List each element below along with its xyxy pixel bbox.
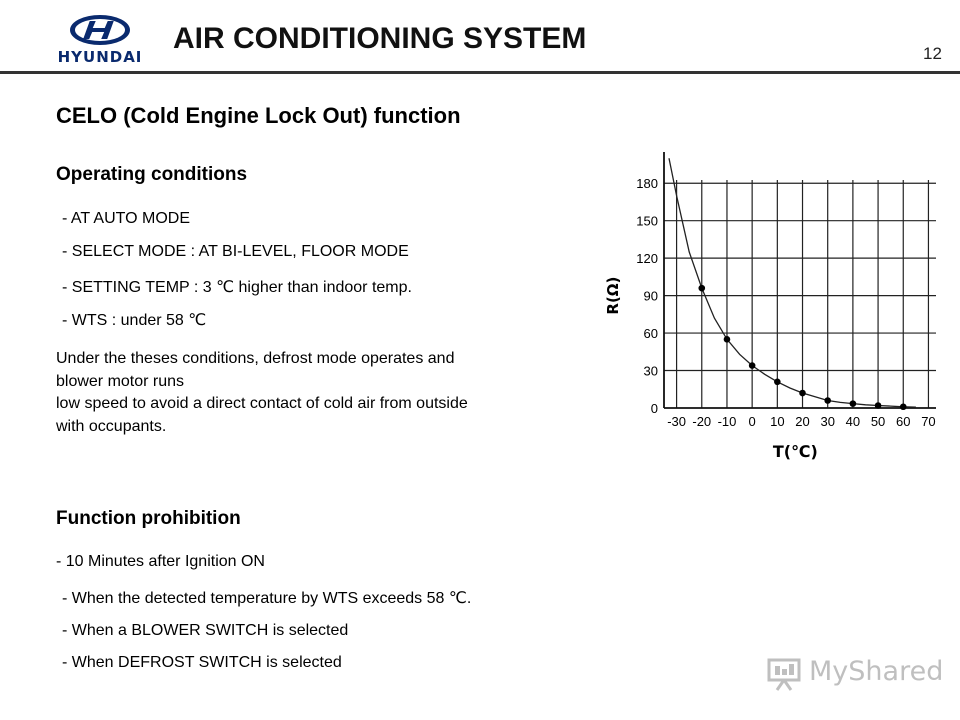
y-tick-label: 0 bbox=[650, 401, 658, 416]
operating-description bbox=[56, 348, 616, 438]
prohibition-item: - 10 Minutes after Ignition ON bbox=[56, 553, 265, 570]
y-tick-label: 30 bbox=[643, 363, 658, 379]
y-tick-label: 120 bbox=[636, 251, 658, 267]
resistance-curve bbox=[669, 158, 916, 407]
data-point bbox=[749, 362, 756, 369]
description-line: blower motor runs bbox=[56, 372, 185, 390]
x-tick-label: 10 bbox=[770, 414, 785, 429]
description-line: Under the theses conditions, defrost mode operates and bbox=[56, 350, 455, 367]
operating-item: - WTS : under 58 ℃ bbox=[62, 312, 207, 329]
y-axis-label: R(Ω) bbox=[604, 276, 622, 315]
watermark bbox=[767, 655, 944, 693]
x-tick-label: 70 bbox=[921, 414, 936, 429]
prohibition-item: - When the detected temperature by WTS exceeds 58 ℃. bbox=[62, 590, 472, 607]
data-point bbox=[850, 400, 857, 407]
operating-item: - AT AUTO MODE bbox=[62, 210, 191, 227]
hyundai-logo bbox=[44, 12, 156, 70]
function-prohibition-heading: Function prohibition bbox=[56, 508, 241, 529]
data-point bbox=[774, 378, 781, 385]
operating-conditions-heading: Operating conditions bbox=[56, 164, 248, 185]
prohibition-item: - When DEFROST SWITCH is selected bbox=[62, 654, 342, 671]
resistance-temperature-chart bbox=[598, 148, 940, 466]
header-divider bbox=[0, 71, 960, 74]
y-tick-label: 150 bbox=[636, 213, 658, 229]
brand-name: HYUNDAI bbox=[57, 48, 143, 66]
data-point bbox=[698, 285, 705, 292]
x-tick-label: -30 bbox=[667, 414, 686, 429]
presentation-icon bbox=[767, 657, 803, 691]
data-point bbox=[799, 390, 806, 397]
operating-item: - SELECT MODE : AT BI-LEVEL, FLOOR MODE bbox=[62, 243, 409, 260]
hyundai-emblem-icon bbox=[44, 12, 156, 48]
data-point bbox=[724, 336, 731, 343]
x-axis-label: T(℃) bbox=[772, 442, 818, 461]
operating-item: - SETTING TEMP : 3 ℃ higher than indoor temp. bbox=[62, 279, 412, 296]
description-line: low speed to avoid a direct contact of cold air from outside bbox=[56, 395, 468, 412]
data-point bbox=[824, 397, 831, 404]
y-tick-label: 180 bbox=[636, 176, 658, 192]
data-point bbox=[875, 402, 882, 409]
x-tick-label: 0 bbox=[748, 414, 756, 429]
prohibition-item: - When a BLOWER SWITCH is selected bbox=[62, 622, 349, 639]
data-point bbox=[900, 403, 907, 410]
watermark-text: MyShared bbox=[809, 656, 944, 687]
page-number: 12 bbox=[923, 44, 942, 63]
x-tick-label: 50 bbox=[870, 414, 886, 429]
x-tick-label: 40 bbox=[845, 414, 861, 429]
section-title: CELO (Cold Engine Lock Out) function bbox=[56, 103, 461, 128]
y-tick-label: 60 bbox=[643, 326, 658, 342]
page-title: AIR CONDITIONING SYSTEM bbox=[173, 22, 587, 55]
y-tick-label: 90 bbox=[643, 288, 658, 304]
x-tick-label: 30 bbox=[820, 414, 835, 429]
x-tick-label: 60 bbox=[896, 414, 911, 429]
description-line: with occupants. bbox=[56, 417, 167, 435]
x-tick-label: 20 bbox=[795, 414, 810, 429]
x-tick-label: -20 bbox=[692, 414, 712, 429]
x-tick-label: -10 bbox=[717, 414, 737, 429]
